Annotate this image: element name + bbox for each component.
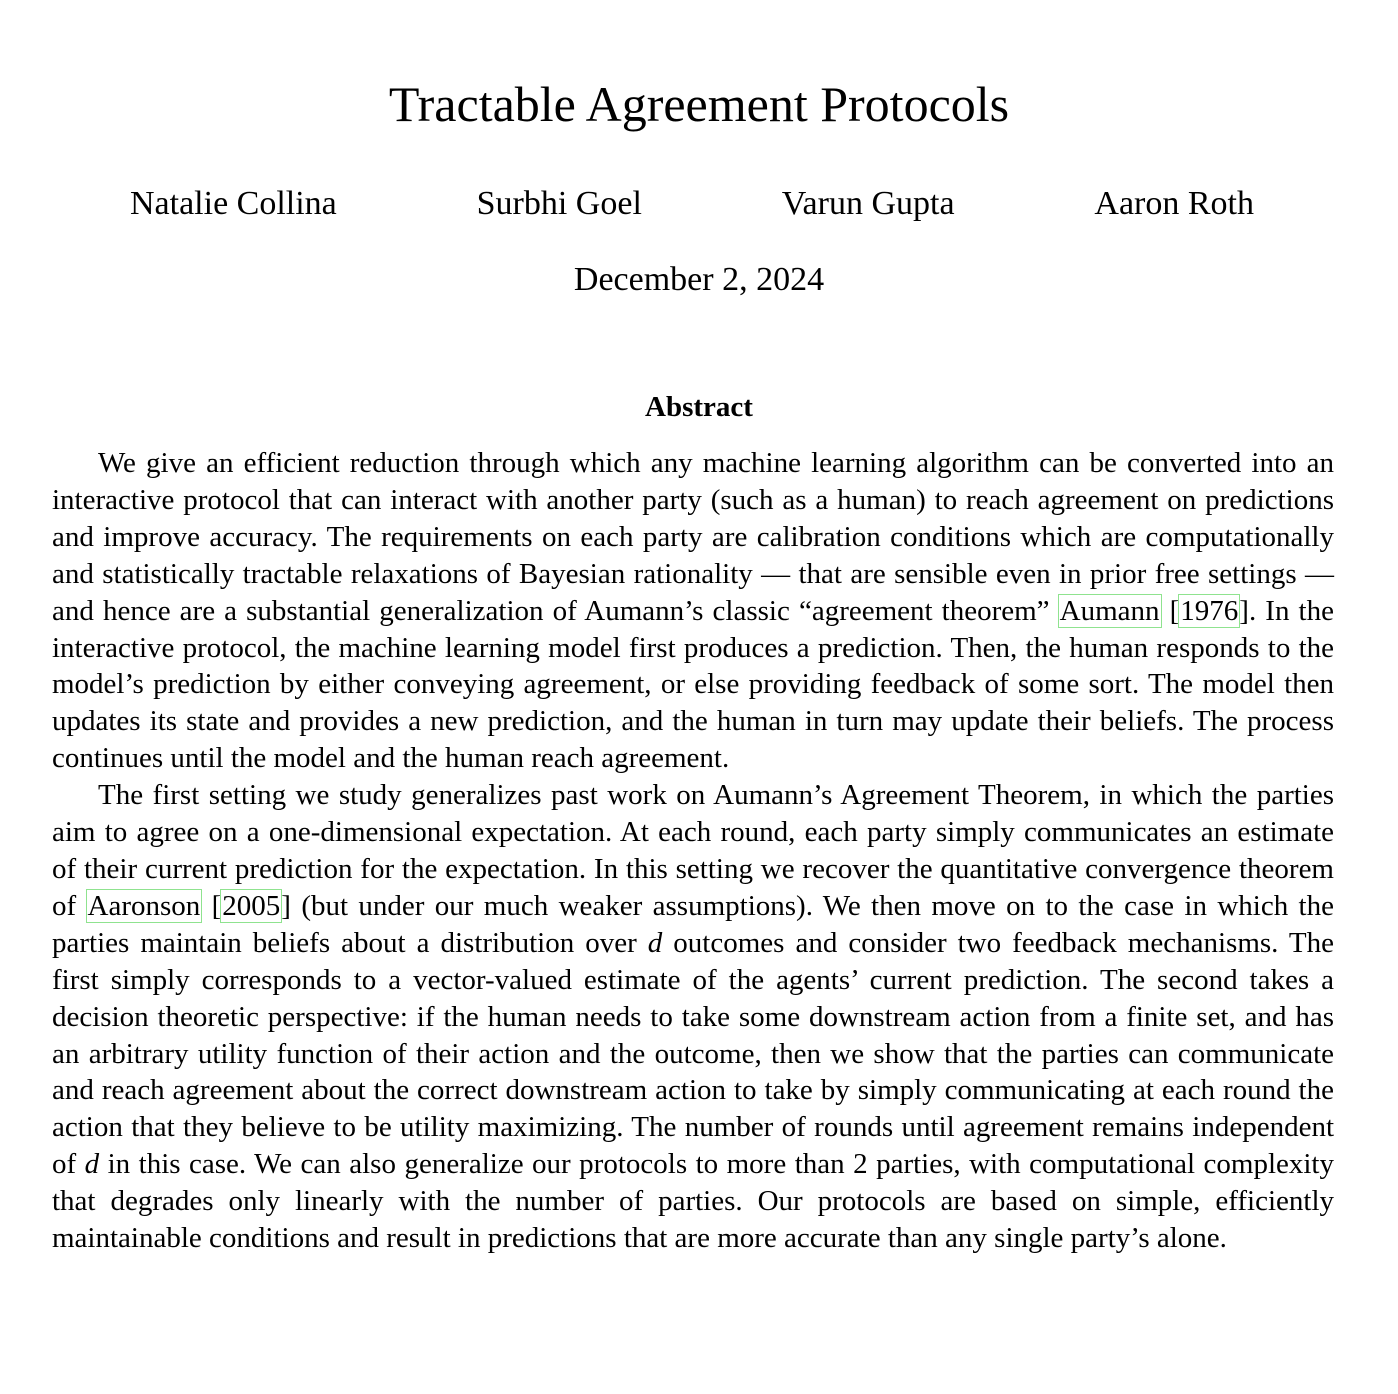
citation-link-aaronson-year[interactable]: 2005 bbox=[222, 889, 281, 922]
citation-link-aumann-author[interactable]: Aumann bbox=[1059, 594, 1160, 627]
abstract-text: We give an efficient reduction through which any machine learning algorithm can be converted into an interactive protocol that can interact with another party (such as a human) to reach agreement on predictions and improve accuracy. The requirements on each party are calibration conditions which are computationally and statistically tractable relaxations of Bayesian rationality — that are sensible even in prior free settings — and hence are a substantial generalization of Aumann’s classic “agreement theorem” bbox=[52, 447, 1334, 627]
author-list bbox=[130, 182, 1254, 226]
math-variable-d: d bbox=[647, 926, 663, 959]
abstract-text: outcomes and consider two feedback mechanisms. The first simply corresponds to a vector-valued estimate of the agents’ current prediction. The second takes a decision theoretic perspective: if the human needs to take some downstream action from a finite set, and has an arbitrary utility function of their action and the outcome, then we show that the parties can communicate and reach agreement about the correct downstream action to take by simply communicating at each round the action that they believe to be utility maximizing. The number of rounds until agreement remains independent of bbox=[52, 926, 1334, 1181]
abstract-paragraph-2: The first setting we study generalizes past work on Aumann’s Agreement Theorem, in which the parties aim to agree on a one-dimensional expectation. At each round, each party simply communicates an estimate of their current prediction for the expectation. In this setting we recover the quantitative convergence theorem of Aaronson [2005] (but under our much weaker assumptions). We then move on to the case in which the parties maintain beliefs about a distribution over d outcomes and consider two feedback mechanisms. The first simply corresponds to a vector-valued estimate of the agents’ current prediction. The second takes a decision theoretic perspective: if the human needs to take some downstream action from a finite set, and has an arbitrary utility function of their action and the outcome, then we show that the parties can communicate and reach agreement about the correct downstream action to take by simply communicating at each round the action that they believe to be utility maximizing. The number of rounds until agreement remains independent of d in this case. We can also generalize our protocols to more than 2 parties, with computational complexity that degrades only linearly with the number of parties. Our protocols are based on simple, efficiently maintainable conditions and result in predictions that are more accurate than any single party’s alone. bbox=[52, 779, 1334, 1255]
abstract-text: The first setting we study generalizes past work on Aumann’s Agreement Theorem, in which the parties aim to agree on a one-dimensional expectation. At each round, each party simply communicates an estimate of their current prediction for the expectation. In this setting we recover the quantitative convergence theorem of bbox=[52, 779, 1334, 922]
author-name: Natalie Collina bbox=[130, 185, 337, 222]
abstract-text: (but under our much weaker assumptions). We then move on to the case in which the parties maintain beliefs about a distribution over bbox=[52, 889, 1334, 959]
author-name: Surbhi Goel bbox=[476, 185, 642, 222]
citation-link-aaronson-author[interactable]: Aaronson bbox=[87, 889, 201, 922]
math-variable-d: d bbox=[84, 1148, 100, 1181]
abstract-text: . In the interactive protocol, the machine learning model first produces a prediction. Then, the human responds to the model’s prediction by either conveying agreement, or else providing feedback of some sort. The model then updates its state and provides a new prediction, and the human in turn may update their beliefs. The process continues until the model and the human reach agreement. bbox=[52, 594, 1334, 775]
author-name: Varun Gupta bbox=[781, 185, 955, 222]
citation-link-aumann-year[interactable]: 1976 bbox=[1180, 594, 1239, 627]
paper-date: December 2, 2024 bbox=[573, 261, 825, 298]
author-name: Aaron Roth bbox=[1094, 185, 1254, 222]
paper-title: Tractable Agreement Protocols bbox=[388, 76, 1010, 132]
abstract-paragraph-1: We give an efficient reduction through which any machine learning algorithm can be converted into an interactive protocol that can interact with another party (such as a human) to reach agreement on predictions and improve accuracy. The requirements on each party are calibration conditions which are computationally and statistically tractable relaxations of Bayesian rationality — that are sensible even in prior free settings — and hence are a substantial generalization of Aumann’s classic “agreement theorem” Aumann [1976]. In the interactive protocol, the machine learning model first produces a prediction. Then, the human responds to the model’s prediction by either conveying agreement, or else providing feedback of some sort. The model then updates its state and provides a new prediction, and the human in turn may update their beliefs. The process continues until the model and the human reach agreement. bbox=[52, 447, 1334, 775]
abstract-body bbox=[52, 445, 1334, 1257]
abstract-heading: Abstract bbox=[645, 391, 753, 423]
abstract-text: in this case. We can also generalize our protocols to more than 2 parties, with computational complexity that degrades only linearly with the number of parties. Our protocols are based on simple, efficiently maintainable conditions and result in predictions that are more accurate than any single party’s alone. bbox=[52, 1148, 1334, 1255]
